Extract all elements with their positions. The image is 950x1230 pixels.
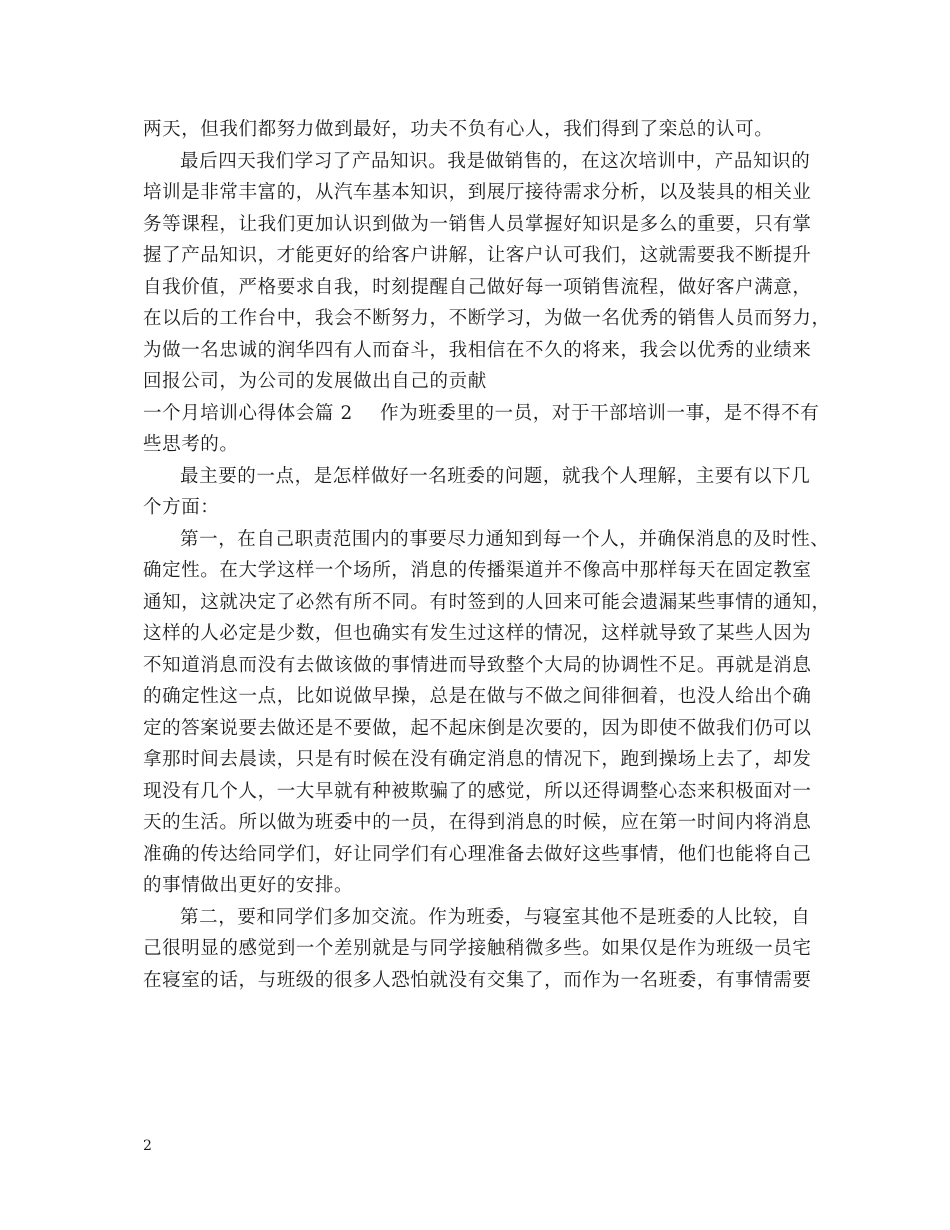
text-line: 拿那时间去晨读，只是有时候在没有确定消息的情况下，跑到操场上去了，却发 — [143, 749, 812, 770]
text-line: 不知道消息而没有去做该做的事情进而导致整个大局的协调性不足。再就是消息 — [143, 654, 812, 676]
text-line: 现没有几个人，一大早就有种被欺骗了的感觉，所以还得调整心态来积极面对一 — [143, 780, 812, 802]
text-line: 在寝室的话，与班级的很多人恐怕就没有交集了，而作为一名班委，有事情需要 — [143, 969, 812, 991]
text-line: 天的生活。所以做为班委中的一员，在得到消息的时候，应在第一时间内将消息 — [143, 812, 812, 833]
section-title: 一个月培训心得体会篇 2 — [143, 402, 353, 424]
text-line: 些思考的。 — [143, 434, 239, 455]
page-number: 2 — [143, 1138, 152, 1154]
text-line: 务等课程，让我们更加认识到做为一销售人员掌握好知识是多么的重要，只有掌 — [143, 213, 812, 235]
text-line: 第二，要和同学们多加交流。作为班委，与寝室其他不是班委的人比较，自 — [180, 906, 811, 928]
paragraph — [143, 902, 813, 997]
text-line: 两天，但我们都努力做到最好，功夫不负有心人，我们得到了栾总的认可。 — [143, 119, 774, 140]
text-line: 最后四天我们学习了产品知识。我是做销售的，在这次培训中，产品知识的 — [180, 150, 811, 172]
text-line: 培训是非常丰富的，从汽车基本知识，到展厅接待需求分析，以及装具的相关业 — [143, 182, 812, 203]
text-line: 回报公司，为公司的发展做出自己的贡献 — [143, 371, 487, 392]
text-line: 握了产品知识，才能更好的给客户讲解，让客户认可我们，这就需要我不断提升 — [143, 245, 812, 266]
text-line: 在以后的工作台中，我会不断努力，不断学习，为做一名优秀的销售人员而努力， — [143, 308, 831, 329]
text-line: 的确定性这一点，比如说做早操，总是在做与不做之间徘徊着，也没人给出个确 — [143, 686, 812, 707]
text-line: 确定性。在大学这样一个场所，消息的传播渠道并不像高中那样每天在固定教室 — [143, 560, 812, 581]
text-line: 己很明显的感觉到一个差别就是与同学接触稍微多些。如果仅是作为班级一员宅 — [143, 938, 812, 959]
section-heading-paragraph — [143, 398, 820, 461]
paragraph — [143, 146, 831, 398]
text-line: 最主要的一点，是怎样做好一名班委的问题，就我个人理解，主要有以下几 — [180, 465, 811, 487]
text-line-continuation: 作为班委里的一员，对于干部培训一事，是不得不有 — [380, 402, 820, 424]
text-line: 第一，在自己职责范围内的事要尽力通知到每一个人，并确保消息的及时性、 — [180, 528, 830, 550]
text-line: 的事情做出更好的安排。 — [143, 875, 354, 896]
document-body — [143, 114, 831, 996]
heading-line — [143, 398, 820, 430]
text-line: 为做一名忠诚的润华四有人而奋斗，我相信在不久的将来，我会以优秀的业绩来 — [143, 339, 812, 361]
paragraph — [143, 524, 831, 902]
paragraph — [143, 461, 813, 524]
text-line: 个方面： — [143, 497, 220, 518]
text-line: 通知，这就决定了必然有所不同。有时签到的人回来可能会遗漏某些事情的通知， — [143, 591, 831, 613]
text-line: 这样的人必定是少数，但也确实有发生过这样的情况，这样就导致了某些人因为 — [143, 623, 812, 644]
text-line: 自我价值，严格要求自我，时刻提醒自己做好每一项销售流程，做好客户满意， — [143, 276, 812, 298]
text-line: 准确的传达给同学们，好让同学们有心理准备去做好这些事情，他们也能将自己 — [143, 843, 812, 865]
text-line: 定的答案说要去做还是不要做，起不起床倒是次要的，因为即使不做我们仍可以 — [143, 717, 812, 739]
paragraph — [143, 114, 813, 146]
